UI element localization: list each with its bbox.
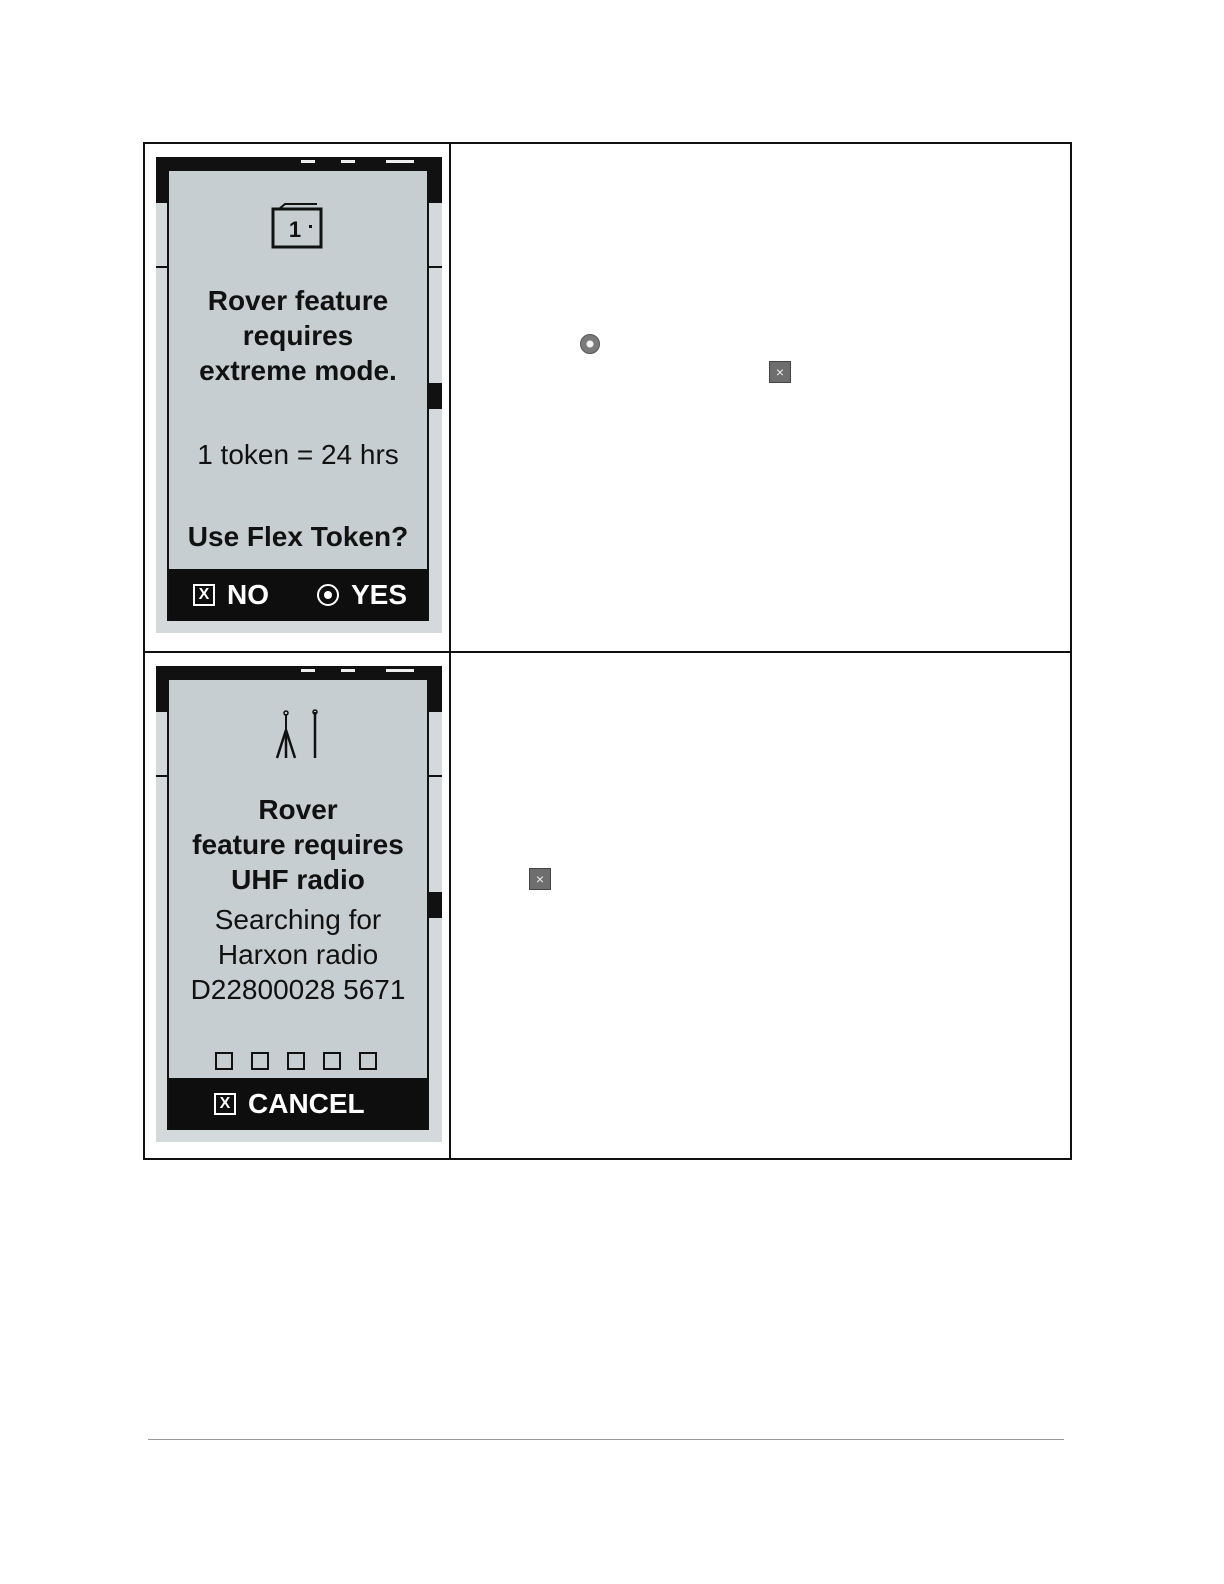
circle-button-icon [580, 334, 600, 354]
scroll-indicator [428, 892, 442, 918]
radio-icon [341, 669, 355, 672]
description-cell [451, 653, 1070, 1158]
bezel-divider [428, 775, 442, 777]
heading-line: extreme mode. [199, 355, 397, 386]
progress-step [287, 1052, 305, 1070]
table-row [145, 144, 1070, 653]
description-cell [451, 144, 1070, 651]
table-row [145, 653, 1070, 1158]
signal-icon [301, 669, 315, 672]
bezel-right [428, 171, 442, 203]
progress-step [215, 1052, 233, 1070]
select-key-icon [317, 584, 339, 606]
heading-line: Rover feature [207, 285, 389, 316]
cancel-button[interactable] [214, 1078, 365, 1130]
tripod-rover-icon [271, 708, 325, 765]
softkey-bar [169, 569, 427, 621]
heading-line: requires [242, 320, 354, 351]
dialog-heading [169, 792, 427, 897]
yes-button[interactable] [317, 569, 407, 621]
x-button-icon: × [769, 361, 791, 383]
flex-token-icon [271, 203, 325, 256]
cancel-label: CANCEL [248, 1088, 365, 1119]
instruction-table [143, 142, 1072, 1160]
radio-icon [341, 160, 355, 163]
battery-icon [386, 160, 414, 163]
yes-label: YES [351, 579, 408, 610]
screenshot-cell [145, 144, 451, 651]
heading-line: UHF radio [231, 864, 365, 895]
radio-serial: D22800028 5671 [190, 974, 406, 1005]
softkey-bar [169, 1078, 427, 1130]
heading-line: feature requires [192, 829, 404, 860]
device-screen [156, 157, 442, 633]
x-button-icon: × [529, 868, 551, 890]
dialog-prompt: Use Flex Token? [187, 521, 409, 552]
dialog [167, 171, 429, 621]
bezel-right [428, 680, 442, 712]
status-line: Harxon radio [217, 939, 379, 970]
svg-text:1: 1 [288, 217, 302, 242]
signal-icon [301, 160, 315, 163]
footer-divider [148, 1439, 1064, 1440]
progress-step [323, 1052, 341, 1070]
battery-icon [386, 669, 414, 672]
token-rate: 1 token = 24 hrs [197, 439, 399, 470]
progress-step [359, 1052, 377, 1070]
x-key-icon: X [193, 584, 215, 606]
bezel-divider [428, 266, 442, 268]
x-key-icon: X [214, 1093, 236, 1115]
dialog [167, 680, 429, 1130]
search-status [169, 902, 427, 1007]
no-label: NO [227, 579, 269, 610]
screenshot-cell [145, 653, 451, 1158]
progress-step [251, 1052, 269, 1070]
scroll-indicator [428, 383, 442, 409]
heading-line: Rover [258, 794, 338, 825]
no-button[interactable] [193, 569, 269, 621]
device-screen [156, 666, 442, 1142]
dialog-heading [169, 283, 427, 388]
status-line: Searching for [214, 904, 382, 935]
